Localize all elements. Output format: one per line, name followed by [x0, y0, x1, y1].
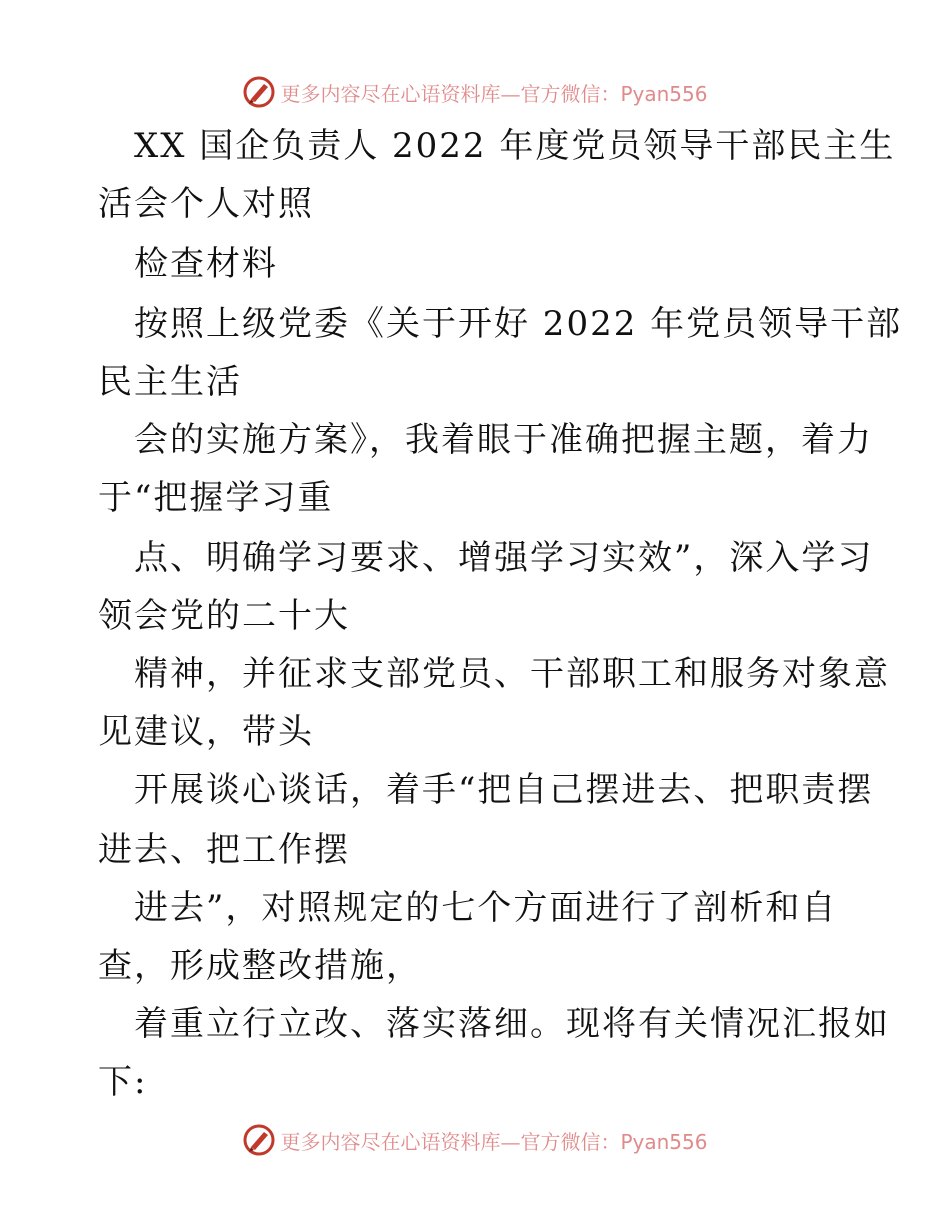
text-line: 按照上级党委《关于开好 2022 年党员领导干部	[134, 304, 903, 344]
watermark-wechat-text: 官方微信：Pyan556	[520, 1129, 708, 1154]
watermark-main-text: 更多内容尽在心语资料库—	[280, 81, 521, 106]
text-line: 查，形成整改措施，	[98, 946, 422, 986]
watermark-main-text: 更多内容尽在心语资料库—	[280, 1129, 521, 1154]
text-line: 着重立行立改、落实落细。现将有关情况汇报如	[134, 1004, 890, 1044]
text-line: 开展谈心谈话，着手“把自己摆进去、把职责摆	[134, 770, 874, 810]
text-line: 进去、把工作摆	[98, 830, 350, 870]
text-line: 点、明确学习要求、增强学习实效”，深入学习	[134, 538, 874, 578]
text-line: 精神，并征求支部党员、干部职工和服务对象意	[134, 654, 890, 694]
watermark-wechat-text: 官方微信：Pyan556	[520, 81, 708, 106]
footer-watermark	[0, 1120, 950, 1160]
text-line: 见建议，带头	[98, 712, 314, 752]
text-line: 领会党的二十大	[98, 596, 350, 636]
text-line: 进去”，对照规定的七个方面进行了剖析和自	[134, 888, 838, 928]
text-line: 会的实施方案》，我着眼于准确把握主题，着力	[134, 420, 873, 460]
text-line: 下:	[98, 1062, 148, 1102]
text-line: XX 国企负责人 2022 年度党员领导干部民主生	[134, 126, 896, 166]
pen-logo-icon	[242, 1123, 276, 1157]
text-line: 检查材料	[134, 244, 278, 284]
text-line: 于“把握学习重	[98, 478, 334, 518]
text-line: 民主生活	[98, 362, 242, 402]
text-line: 活会个人对照	[98, 184, 314, 224]
